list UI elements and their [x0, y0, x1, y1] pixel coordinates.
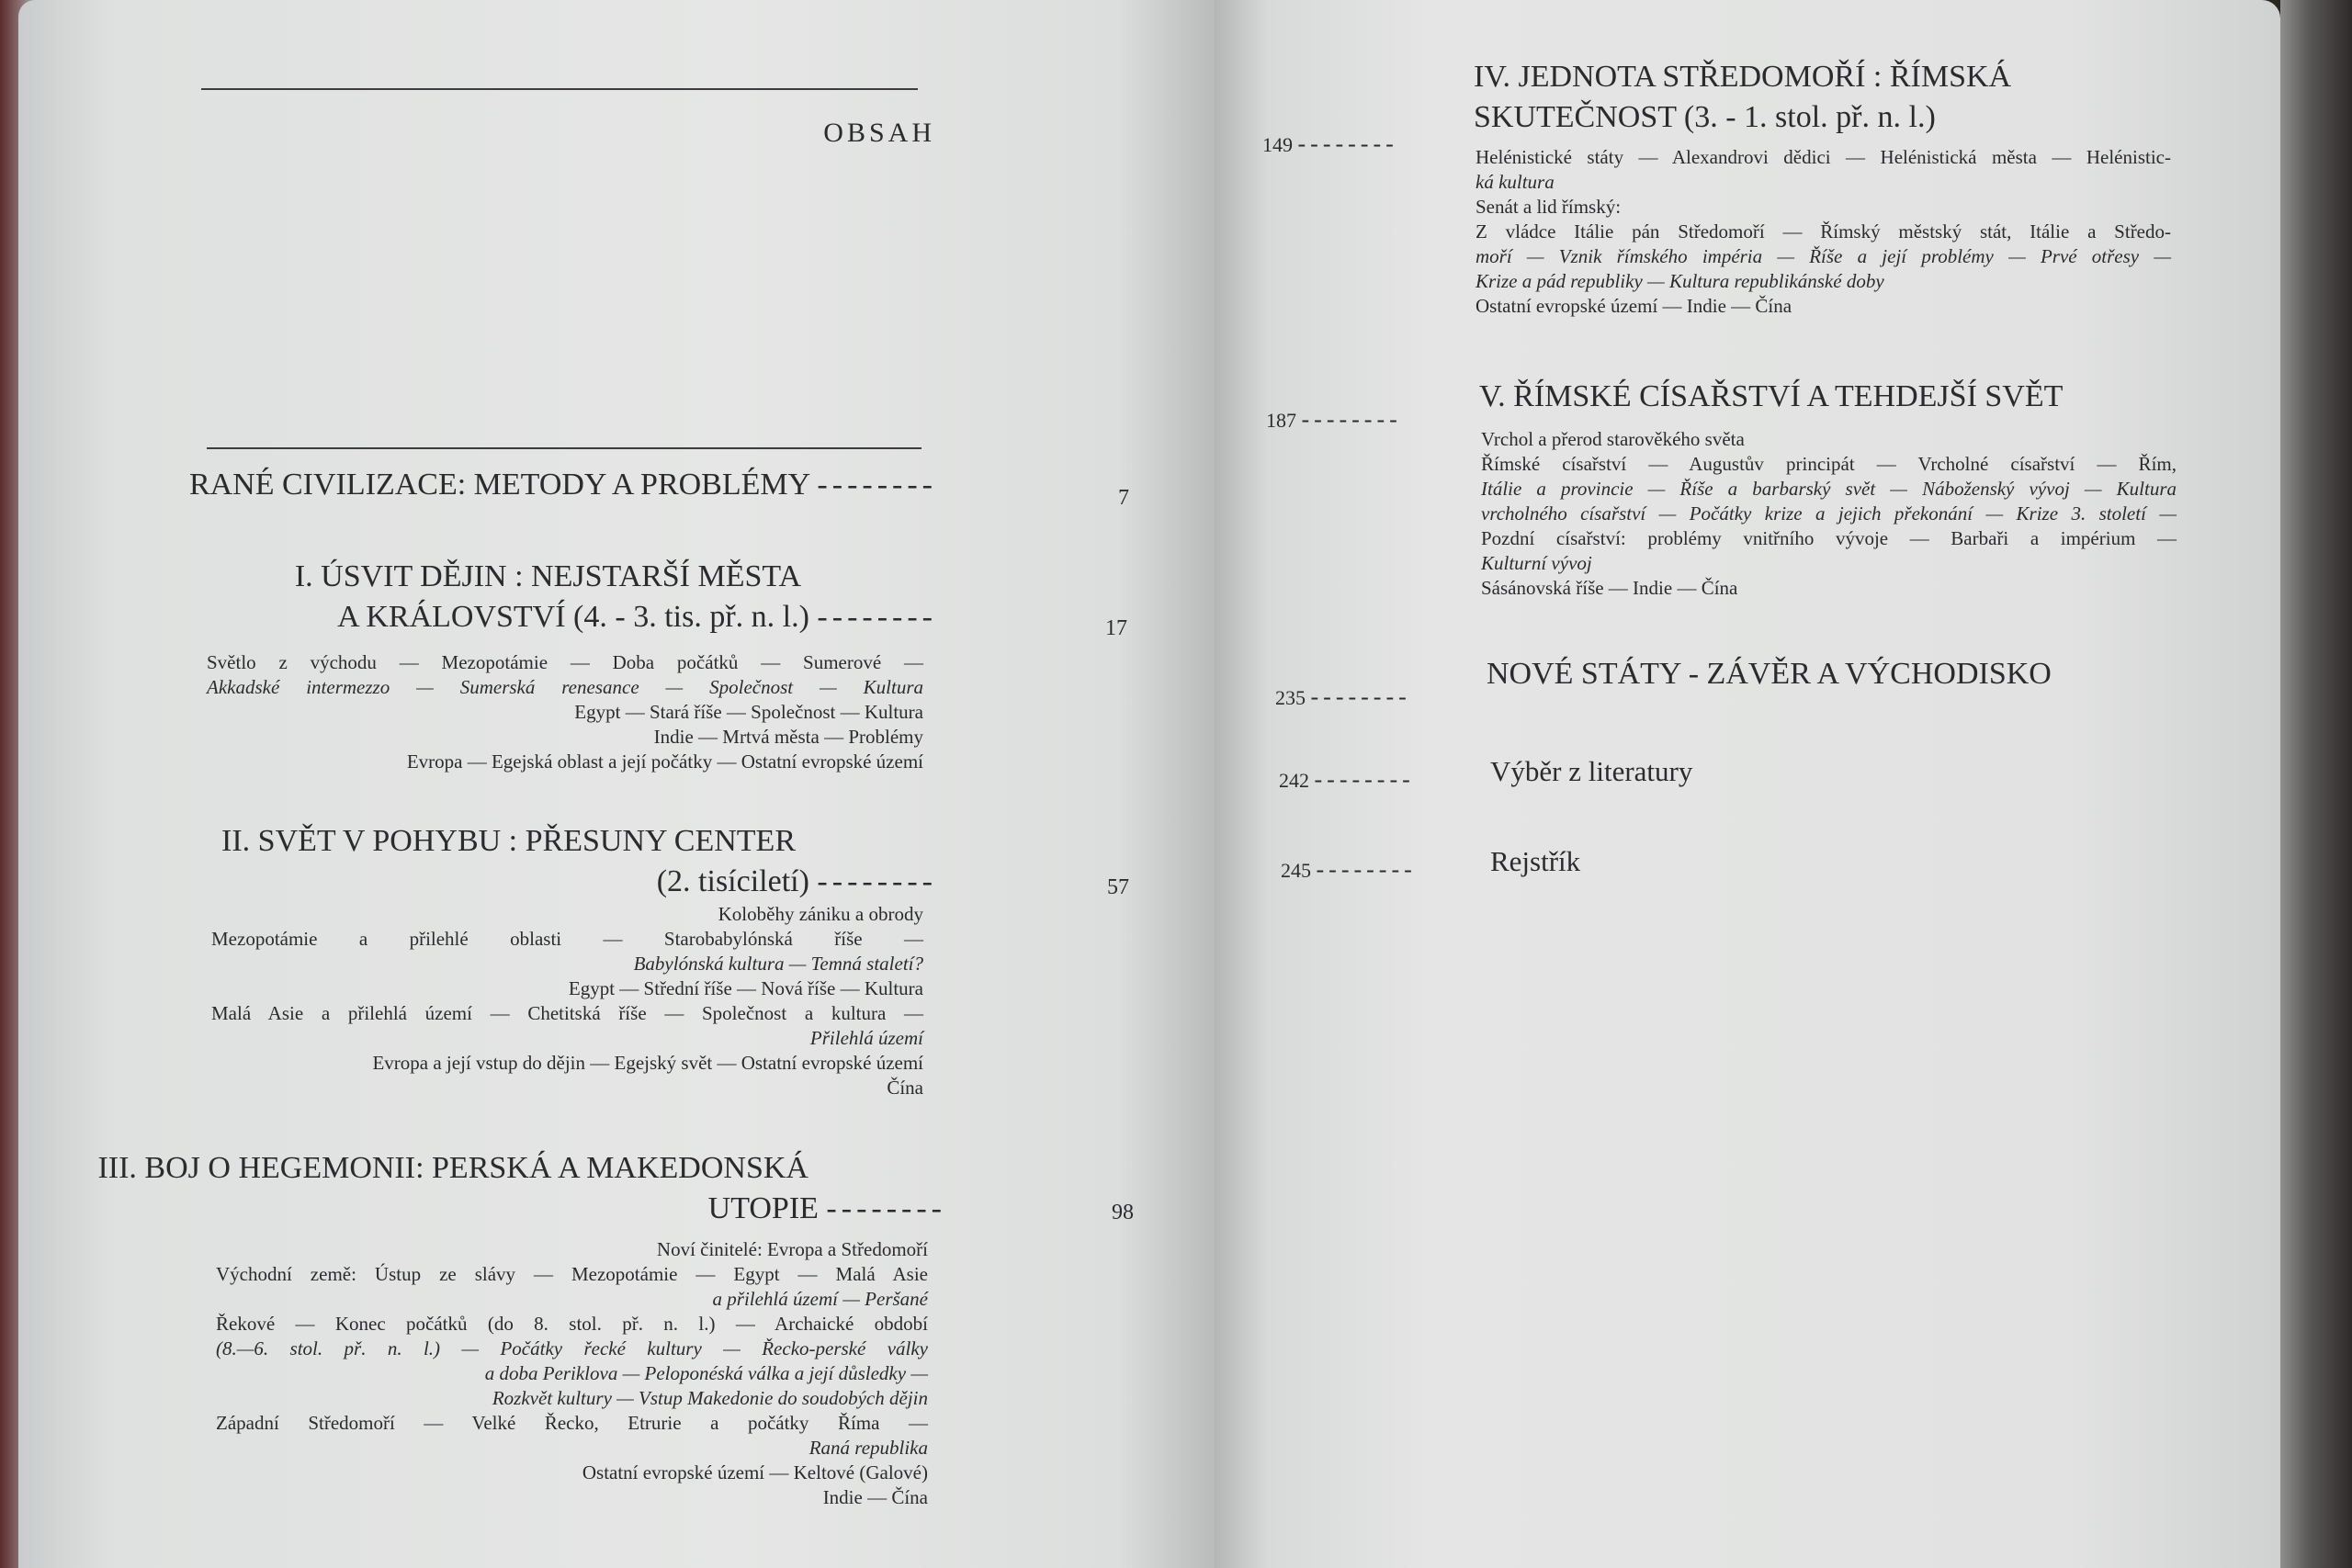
- toc-page-index: 245 --------: [1281, 856, 1417, 883]
- toc-entry-conclusion[interactable]: [1487, 654, 2052, 694]
- top-rule: [201, 88, 918, 90]
- toc-entry-ch5[interactable]: [1479, 377, 2063, 417]
- chapter-title: Rejstřík: [1490, 845, 1581, 877]
- chapter-title-line2: A KRÁLOVSTVÍ (4. - 3. tis. př. n. l.): [337, 600, 809, 634]
- toc-entry-intro[interactable]: [189, 465, 937, 505]
- chapter-title-line2: (2. tisíciletí): [656, 864, 809, 898]
- chapter-title: Výběr z literatury: [1490, 755, 1693, 787]
- chapter-title: V. ŘÍMSKÉ CÍSAŘSTVÍ A TEHDEJŠÍ SVĚT: [1479, 379, 2064, 413]
- toc-page-ch4: 149 --------: [1262, 130, 1398, 157]
- toc-entry-index[interactable]: [1490, 841, 1580, 882]
- ch4-subsections: Helénistické státy — Alexandrovi dědici — Helénistická města — Helénistic- ká kultura Senát a lid římský: Z vládce Itálie pán Středomoří — Římský městský stát, Itálie a Středo- moří — Vznik římského impéria — Říše a její problémy — Prvé otřesy — Krize a pád republiky — Kultura republikánské doby Ostatní evropské území — Indie — Čína: [1476, 146, 2171, 317]
- ch2-subsections: Koloběhy zániku a obrody Mezopotámie a přilehlé oblasti — Starobabylónská říše — Babylónská kultura — Temná staletí? Egypt — Střední říše — Nová říše — Kultura Malá Asie a přilehlá území — Chetitská říše — Společnost a kultura — Přilehlá území Evropa a její vstup do dějin — Egejský svět — Ostatní evropské území Čína: [211, 903, 923, 1099]
- book-edge-shadow: [2280, 0, 2352, 1568]
- chapter-title-line1: III. BOJ O HEGEMONII: PERSKÁ A MAKEDONSKÁ: [97, 1151, 808, 1185]
- chapter-title-line2: SKUTEČNOST (3. - 1. stol. př. n. l.): [1474, 100, 1936, 134]
- left-page: OBSAH RANÉ CIVILIZACE: METODY A PROBLÉMY -------- 7 I. ÚSVIT DĚJIN : NEJSTARŠÍ MĚSTA A KRÁLOVSTVÍ (4. - 3. tis. př. n. l.) -------- 17 Světlo z východu — Mezopotámie — Doba počátků — Sumerové — Akkadské intermezzo — Sumerská renesance — Společnost — Kultura Egypt — Stará říše — Společnost — Kultura Indie — Mrtvá města — Problémy Evropa — Egejská oblast a její počátky — Ostatní evropské území II. SVĚT V POHYBU : PŘESUNY CENTER (2. tisíciletí) -------- 57 Koloběhy zániku a obrody Mezopotámie a přilehlé oblasti — Starobabylónská říše — Babylónská kultura — Temná staletí? Egypt — Střední říše — Nová říše — Kultura Malá Asie a přilehlá území — Chetitská říše — Společnost a kultura — Přilehlá území Evropa a její vstup do dějin — Egejský svět — Ostatní evropské území Čína III. BOJ O HEGEMONII: PERSKÁ A MAKEDONSKÁ UTOPIE -------- 98 Noví činitelé: Evropa a Středomoří Východní země: Ústup ze slávy — Mezopotámie — Egypt — Malá Asie a přilehlá území — Peršané Řekové — Konec počátků (do 8. stol. př. n. l.) — Archaické období (8.—6. stol. př. n. l.) — Počátky řecké kultury — Řecko-perské války a doba Periklova — Peloponéská válka a její důsledky — Rozkvět kultury — Vstup Makedonie do soudobých dějin Západní Středomoří — Velké Řecko, Etrurie a počátky Říma — Raná republika Ostatní evropské území — Keltové (Galové) Indie — Čína: [18, 0, 1215, 1568]
- right-page: [1215, 0, 2280, 1568]
- toc-page-ch5: 187 --------: [1266, 406, 1402, 433]
- ch1-subsections: Světlo z východu — Mezopotámie — Doba počátků — Sumerové — Akkadské intermezzo — Sumerská renesance — Společnost — Kultura Egypt — Stará říše — Společnost — Kultura Indie — Mrtvá města — Problémy Evropa — Egejská oblast a její počátky — Ostatní evropské území: [207, 651, 923, 773]
- toc-page-literature: 242 --------: [1279, 766, 1415, 793]
- toc-entry-ch1[interactable]: I. ÚSVIT DĚJIN : NEJSTARŠÍ MĚSTA A KRÁLOVSTVÍ (4. - 3. tis. př. n. l.) --------: [295, 557, 937, 637]
- chapter-title-line1: II. SVĚT V POHYBU : PŘESUNY CENTER: [221, 824, 796, 858]
- toc-title: OBSAH: [823, 118, 935, 148]
- toc-entry-ch2[interactable]: II. SVĚT V POHYBU : PŘESUNY CENTER (2. tisíciletí) --------: [221, 821, 937, 902]
- chapter-title-line2: UTOPIE: [707, 1191, 819, 1225]
- chapter-title: NOVÉ STÁTY - ZÁVĚR A VÝCHODISKO: [1487, 657, 2052, 691]
- toc-entry-ch4[interactable]: [1474, 57, 2011, 138]
- toc-entry-ch3[interactable]: III. BOJ O HEGEMONII: PERSKÁ A MAKEDONSKÁ UTOPIE --------: [97, 1148, 946, 1229]
- ch3-subsections: Noví činitelé: Evropa a Středomoří Východní země: Ústup ze slávy — Mezopotámie — Egypt — Malá Asie a přilehlá území — Peršané Řekové — Konec počátků (do 8. stol. př. n. l.) — Archaické období (8.—6. stol. př. n. l.) — Počátky řecké kultury — Řecko-perské války a doba Periklova — Peloponéská válka a její důsledky — Rozkvět kultury — Vstup Makedonie do soudobých dějin Západní Středomoří — Velké Řecko, Etrurie a počátky Říma — Raná republika Ostatní evropské území — Keltové (Galové) Indie — Čína: [216, 1238, 928, 1508]
- toc-entry-literature[interactable]: [1490, 751, 1692, 792]
- chapter-title-line1: IV. JEDNOTA STŘEDOMOŘÍ : ŘÍMSKÁ: [1474, 60, 2012, 94]
- toc-page-end: 235 --------: [1275, 683, 1411, 710]
- dot-leader: --------: [817, 468, 937, 502]
- ch5-subsections: Vrchol a přerod starověkého světa Římské císařství — Augustův principát — Vrcholné císařství — Řím, Itálie a provincie — Říše a barbarský svět — Náboženský vývoj — Kultura vrcholného císařství — Počátky krize a jejich překonání — Krize 3. století — Pozdní císařství: problémy vnitřního vývoje — Barbaři a impérium — Kulturní vývoj Sásánovská říše — Indie — Čína: [1481, 428, 2177, 599]
- chapter-title-line1: I. ÚSVIT DĚJIN : NEJSTARŠÍ MĚSTA: [294, 559, 801, 593]
- section-rule: [207, 447, 922, 449]
- chapter-title: RANÉ CIVILIZACE: METODY A PROBLÉMY: [188, 468, 809, 502]
